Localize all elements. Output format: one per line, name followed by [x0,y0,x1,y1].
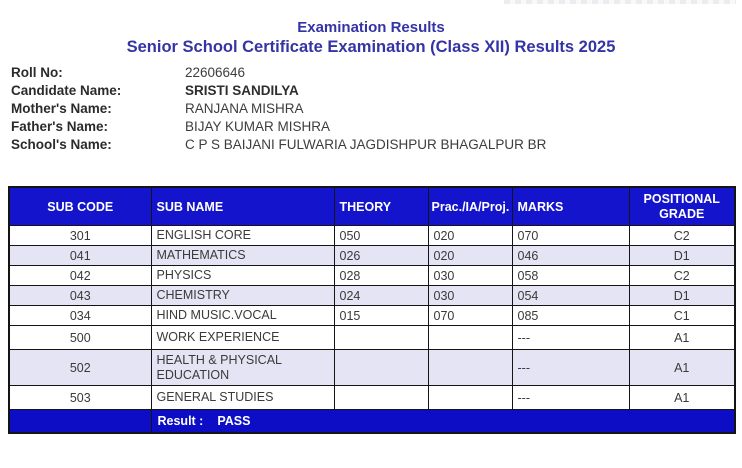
sub-name-cell: HEALTH & PHYSICAL EDUCATION [151,350,334,386]
prac-marks-cell [428,350,512,386]
candidate-name-label: Candidate Name: [11,83,122,98]
result-row-empty-cell [9,410,151,433]
positional-grade-cell: D1 [629,246,735,266]
total-marks-cell: 070 [512,226,629,246]
candidate-name-value: SRISTI SANDILYA [185,83,299,98]
prac-marks-cell: 030 [428,286,512,306]
total-marks-cell: 058 [512,266,629,286]
page-subtitle: Senior School Certificate Examination (Class XII) Results 2025 [126,38,616,56]
theory-marks-cell: 024 [334,286,428,306]
total-marks-cell: 054 [512,286,629,306]
sub-name-cell: WORK EXPERIENCE [151,326,334,350]
positional-grade-cell: C2 [629,226,735,246]
sub-name-cell: PHYSICS [151,266,334,286]
theory-marks-cell [334,350,428,386]
table-row [9,246,735,266]
page-header [0,0,742,57]
theory-marks-cell: 015 [334,306,428,326]
positional-grade-cell: C1 [629,306,735,326]
total-marks-cell: --- [512,350,629,386]
result-status-badge: PASS [217,413,251,428]
sub-code-cell: 034 [9,306,151,326]
sub-code-cell: 301 [9,226,151,246]
school-name-label: School's Name: [11,137,112,152]
table-row [9,386,735,410]
roll-no-value: 22606646 [185,65,246,80]
col-header-theory: THEORY [334,187,428,226]
total-marks-cell: --- [512,386,629,410]
positional-grade-cell: A1 [629,350,735,386]
col-header-sub-code: SUB CODE [9,187,151,226]
result-status-cell [151,410,735,433]
sub-code-cell: 502 [9,350,151,386]
total-marks-cell: --- [512,326,629,350]
result-status-row [9,410,735,433]
sub-name-cell: HIND MUSIC.VOCAL [151,306,334,326]
col-header-prac: Prac./IA/Proj. [428,187,512,226]
table-row [9,266,735,286]
theory-marks-cell [334,326,428,350]
father-name-value: BIJAY KUMAR MISHRA [185,119,331,134]
sub-code-cell: 041 [9,246,151,266]
school-name-value: C P S BAIJANI FULWARIA JAGDISHPUR BHAGALPUR BR [185,137,547,152]
total-marks-cell: 046 [512,246,629,266]
table-row [9,326,735,350]
results-table [8,186,736,434]
prac-marks-cell: 030 [428,266,512,286]
info-row-roll-no [11,64,742,82]
col-header-positional-grade: POSITIONAL GRADE [629,187,735,226]
result-label: Result : [157,413,204,428]
clipped-text-remnant [504,0,736,4]
sub-code-cell: 042 [9,266,151,286]
positional-grade-cell: D1 [629,286,735,306]
prac-marks-cell: 070 [428,306,512,326]
roll-no-label: Roll No: [11,65,63,80]
sub-code-cell: 500 [9,326,151,350]
info-row-mother-name [11,100,742,118]
info-row-school-name [11,136,742,154]
table-row [9,350,735,386]
prac-marks-cell: 020 [428,246,512,266]
col-header-marks: MARKS [512,187,629,226]
header-row [9,187,735,226]
theory-marks-cell: 028 [334,266,428,286]
total-marks-cell: 085 [512,306,629,326]
prac-marks-cell [428,326,512,350]
positional-grade-cell: A1 [629,386,735,410]
col-header-sub-name: SUB NAME [151,187,334,226]
table-row [9,306,735,326]
prac-marks-cell [428,386,512,410]
info-row-father-name [11,118,742,136]
sub-name-cell: CHEMISTRY [151,286,334,306]
mother-name-value: RANJANA MISHRA [185,101,304,116]
candidate-info [11,64,742,154]
table-row [9,286,735,306]
sub-name-cell: GENERAL STUDIES [151,386,334,410]
sub-code-cell: 043 [9,286,151,306]
info-row-candidate-name [11,82,742,100]
results-table-header [9,187,735,226]
prac-marks-cell: 020 [428,226,512,246]
table-row [9,226,735,246]
sub-name-cell: ENGLISH CORE [151,226,334,246]
theory-marks-cell: 050 [334,226,428,246]
positional-grade-cell: C2 [629,266,735,286]
positional-grade-cell: A1 [629,326,735,350]
theory-marks-cell: 026 [334,246,428,266]
father-name-label: Father's Name: [11,119,108,134]
results-tbody [9,226,735,433]
mother-name-label: Mother's Name: [11,101,112,116]
sub-code-cell: 503 [9,386,151,410]
page-title: Examination Results [297,19,445,36]
theory-marks-cell [334,386,428,410]
sub-name-cell: MATHEMATICS [151,246,334,266]
